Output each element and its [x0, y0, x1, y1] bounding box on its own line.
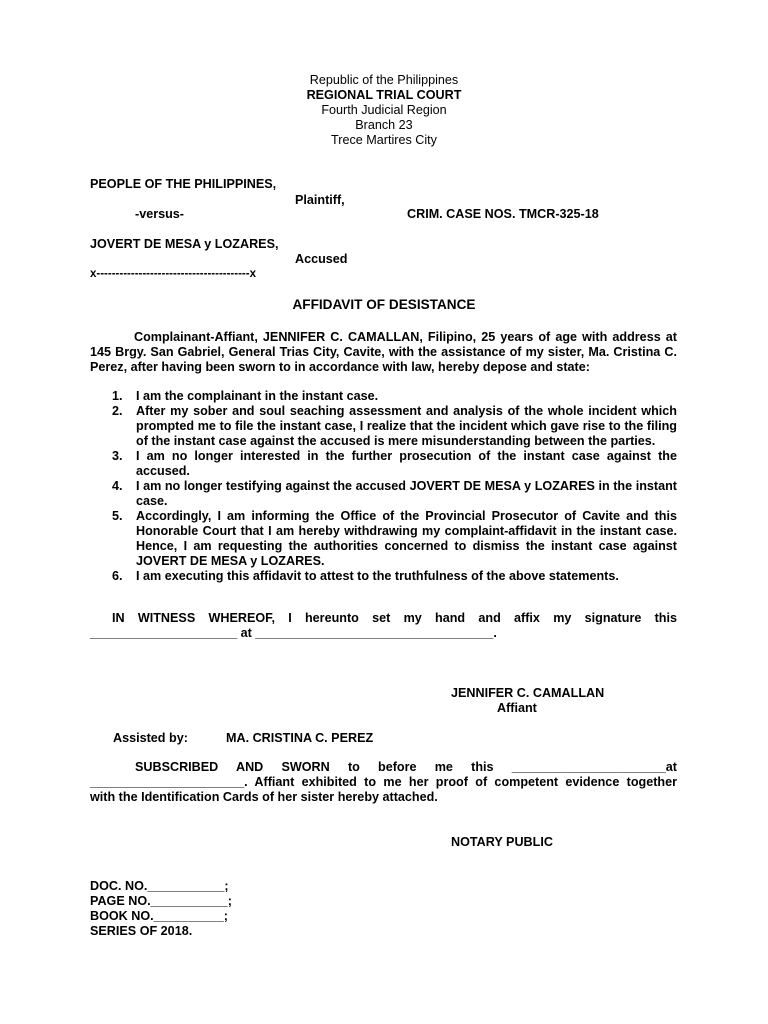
accused-label: Accused — [295, 252, 348, 266]
jurat-paragraph — [90, 760, 677, 805]
item-text: I am no longer interested in the further prosecution of the instant case against the accused. — [136, 449, 677, 478]
doc-number: DOC. NO.___________; — [90, 879, 229, 893]
accused-name: JOVERT DE MESA y LOZARES, — [90, 237, 279, 251]
notary-label: NOTARY PUBLIC — [451, 835, 553, 849]
header-branch: Branch 23 — [355, 118, 413, 132]
list-item — [90, 449, 677, 479]
list-item — [90, 479, 677, 509]
item-number: 3. — [112, 449, 123, 463]
page-number: PAGE NO.___________; — [90, 894, 232, 908]
item-number: 2. — [112, 404, 123, 418]
header-republic: Republic of the Philippines — [309, 73, 459, 87]
item-number: 5. — [112, 509, 123, 523]
item-text: I am the complainant in the instant case. — [136, 389, 379, 403]
item-number: 6. — [112, 569, 123, 583]
header-court: REGIONAL TRIAL COURT — [306, 88, 462, 102]
list-item — [90, 569, 677, 584]
assisted-label: Assisted by: — [113, 731, 188, 745]
item-number: 1. — [112, 389, 123, 403]
jurat-line-2: ______________________. Affiant exhibited to me her proof of competent evidence together — [90, 775, 677, 789]
affiant-name: JENNIFER C. CAMALLAN — [451, 686, 605, 700]
header-region: Fourth Judicial Region — [321, 103, 447, 117]
versus-label: -versus- — [135, 207, 184, 221]
item-text: Accordingly, I am informing the Office of the Provincial Prosecutor of Cavite and this Honorable Court that I am hereby withdrawing my complaint-affidavit in the instant case. Hence, I am requesting the authorities concerned to dismiss the instant case against JOVERT DE MESA y LOZARES. — [136, 509, 677, 568]
assisted-name: MA. CRISTINA C. PEREZ — [226, 731, 374, 745]
document-title: AFFIDAVIT OF DESISTANCE — [292, 297, 476, 312]
witness-clause — [90, 611, 677, 641]
list-item — [90, 509, 677, 569]
affiant-role: Affiant — [497, 701, 537, 715]
witness-line-2: _____________________ at __________________________________. — [90, 626, 497, 640]
list-item — [90, 389, 677, 404]
item-text: I am executing this affidavit to attest to the truthfulness of the above statements. — [136, 569, 619, 583]
jurat-line-1: SUBSCRIBED AND SWORN to before me this ______________________at — [135, 760, 677, 774]
header-city: Trece Martires City — [331, 133, 437, 147]
item-number: 4. — [112, 479, 123, 493]
caption-separator: x----------------------------------------x — [90, 268, 256, 280]
book-number: BOOK NO.__________; — [90, 909, 228, 923]
series-year: SERIES OF 2018. — [90, 924, 193, 938]
statement-list — [90, 389, 677, 584]
intro-paragraph: Complainant-Affiant, JENNIFER C. CAMALLAN, Filipino, 25 years of age with address at 145 Brgy. San Gabriel, General Trias City, Cavite, with the assistance of my sister, Ma. Cristina C. Perez, after having been sworn to in accordance with law, hereby depose and state: — [90, 330, 677, 374]
item-text: After my sober and soul seaching assessment and analysis of the whole incident which prompted me to file the instant case, I realize that the incident which gave rise to the filing of the instant case against the accused is mere misunderstanding between the parties. — [136, 404, 677, 448]
plaintiff-label: Plaintiff, — [295, 193, 345, 207]
item-text: I am no longer testifying against the accused JOVERT DE MESA y LOZARES in the instant case. — [136, 479, 677, 508]
witness-line-1: IN WITNESS WHEREOF, I hereunto set my hand and affix my signature this — [112, 611, 677, 625]
plaintiff-name: PEOPLE OF THE PHILIPPINES, — [90, 177, 277, 191]
list-item — [90, 404, 677, 449]
case-number: CRIM. CASE NOS. TMCR-325-18 — [407, 207, 599, 221]
jurat-line-3: with the Identification Cards of her sister hereby attached. — [90, 790, 438, 804]
